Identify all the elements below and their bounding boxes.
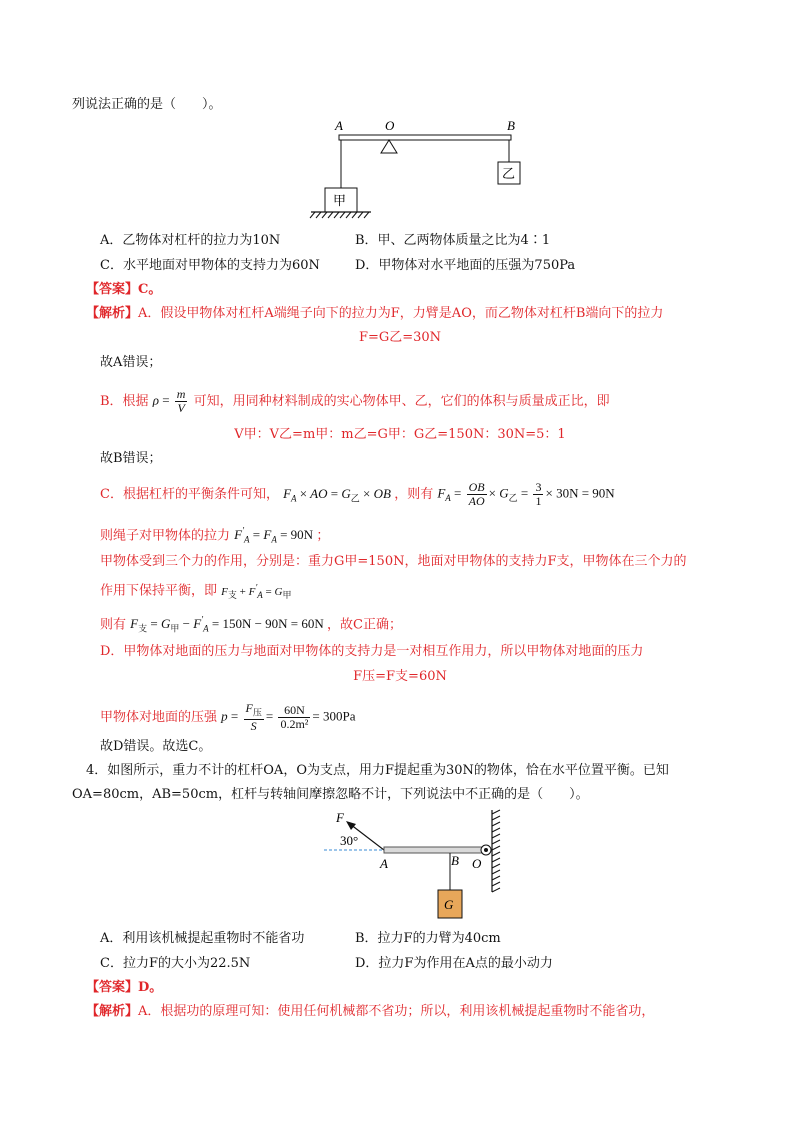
- q4-analysis-a1-text: A．根据功的原理可知：使用任何机械都不省功；所以，利用该机械提起重物时不能省功，: [138, 1004, 655, 1019]
- q4-stem-line1: 4．如图所示，重力不计的杠杆OA，O为支点，用力F提起重为30N的物体，恰在水平位置平衡。已知: [86, 763, 669, 778]
- q3-c4-formula: $F_支 + F'_A = G_甲$: [221, 582, 292, 600]
- q4-fig-label-F: F: [336, 810, 344, 825]
- q3-d3-pre: 甲物体对地面的压强: [100, 710, 218, 726]
- q4-analysis-a1: [86, 1003, 654, 1021]
- q4-lever-figure: [320, 808, 510, 922]
- q3-analysis-d3: [100, 702, 355, 733]
- q4-answer: 【答案】D。: [86, 980, 163, 995]
- q3-lever-figure: [305, 112, 545, 226]
- q4-fig-label-A: A: [380, 856, 388, 871]
- q3-fig-label-jia: 甲: [333, 193, 347, 208]
- q3-b1-pre: B．根据: [100, 394, 149, 409]
- q3-c5-formula: $F_支 = G_甲 - F'_A = 150N - 90N = 60N$: [130, 615, 324, 634]
- q4-fig-label-O: O: [472, 856, 482, 871]
- q3-c1-pre: C．根据杠杆的平衡条件可知，: [100, 487, 279, 502]
- q3-fig-label-yi: 乙: [502, 166, 516, 181]
- q3-option-b: B．甲、乙两物体质量之比为4∶1: [355, 233, 551, 248]
- q3-c1-formula1: $F_A$ × AO = $G_乙$ × OB: [283, 486, 395, 504]
- q3-c4-pre: 作用下保持平衡，即: [100, 583, 218, 599]
- q3-analysis-c1: [100, 481, 615, 508]
- q3-analysis-c3: 甲物体受到三个力的作用，分别是：重力G甲=150N，地面对甲物体的支持力F支，甲物体在三个力的: [100, 554, 687, 569]
- q4-option-b: B．拉力F的力臂为40cm: [355, 931, 501, 946]
- q4-fig-label-G: G: [444, 897, 454, 912]
- q4-option-a: A．利用该机械提起重物时不能省功: [100, 931, 305, 946]
- q4-fig-label-B: B: [451, 853, 459, 868]
- q3-b1-formula: ρ = $\frac{m}{V}$: [152, 387, 186, 415]
- q3-c5-pre: 则有: [100, 617, 127, 633]
- q3-fig-label-O: O: [385, 118, 395, 133]
- q3-analysis-b2: V甲：V乙=m甲：m乙=G甲：G乙=150N：30N=5：1: [234, 427, 566, 442]
- q4-option-d: D．拉力F为作用在A点的最小动力: [355, 956, 553, 971]
- q3-analysis-c5: [100, 611, 402, 638]
- q3-analysis-b1: [100, 388, 610, 415]
- q3-c2-post: ；: [316, 528, 330, 544]
- q3-c5-post: ，故C正确；: [327, 617, 402, 633]
- q3-analysis-d2: F压=F支=60N: [353, 669, 447, 684]
- q3-fig-label-A: A: [335, 118, 343, 133]
- q3-option-c: C．水平地面对甲物体的支持力为60N: [100, 258, 320, 273]
- q3-option-d: D．甲物体对水平地面的压强为750Pa: [355, 258, 576, 273]
- q3-option-a: A．乙物体对杠杆的拉力为10N: [100, 233, 281, 248]
- q3-analysis-d4: 故D错误。故选C。: [100, 739, 212, 754]
- q3-analysis-d1: D．甲物体对地面的压力与地面对甲物体的支持力是一对相互作用力，所以甲物体对地面的压力: [100, 644, 644, 659]
- q3-analysis-a1-text: A．假设甲物体对杠杆A端绳子向下的拉力为F，力臂是AO，而乙物体对杠杆B端向下的拉力: [138, 306, 664, 321]
- q3-analysis-a2: F=G乙=30N: [358, 330, 442, 345]
- q3-analysis-c2: [100, 522, 329, 549]
- q4-analysis-tag: 【解析】: [86, 1004, 139, 1019]
- q3-fig-label-B: B: [507, 118, 515, 133]
- q3-stem-tail: 列说法正确的是（ ）。: [72, 97, 222, 112]
- q3-answer: 【答案】C。: [86, 282, 162, 297]
- q3-d3-formula: p = $\frac{F_压}{S}$ = $\frac{60N}{\text{0.2m²}}$ = 300Pa: [221, 701, 356, 734]
- q3-analysis-tag: 【解析】: [86, 306, 139, 321]
- q4-fig-label-angle: 30°: [340, 833, 359, 848]
- q3-analysis-b3: 故B错误；: [100, 451, 162, 466]
- q3-analysis-c4: [100, 578, 291, 604]
- q3-c2-formula: $F'_A = F_A = 90N$: [234, 526, 314, 545]
- q3-analysis-a3: 故A错误；: [100, 355, 162, 370]
- q3-c1-mid: ，则有: [394, 487, 434, 502]
- q3-c2-pre: 则绳子对甲物体的拉力: [100, 528, 231, 544]
- q3-c1-formula2: $F_A$ = $\frac{OB}{AO}$ × $G_乙$ = $\frac{3}{1}$ × 30N = 90N: [437, 480, 615, 508]
- q3-analysis-a1: [86, 305, 663, 323]
- q4-stem-line2: OA=80cm，AB=50cm，杠杆与转轴间摩擦忽略不计，下列说法中不正确的是（ ）。: [72, 787, 589, 802]
- q4-option-c: C．拉力F的大小为22.5N: [100, 956, 251, 971]
- q3-b1-post: 可知，用同种材料制成的实心物体甲、乙，它们的体积与质量成正比，即: [193, 394, 610, 409]
